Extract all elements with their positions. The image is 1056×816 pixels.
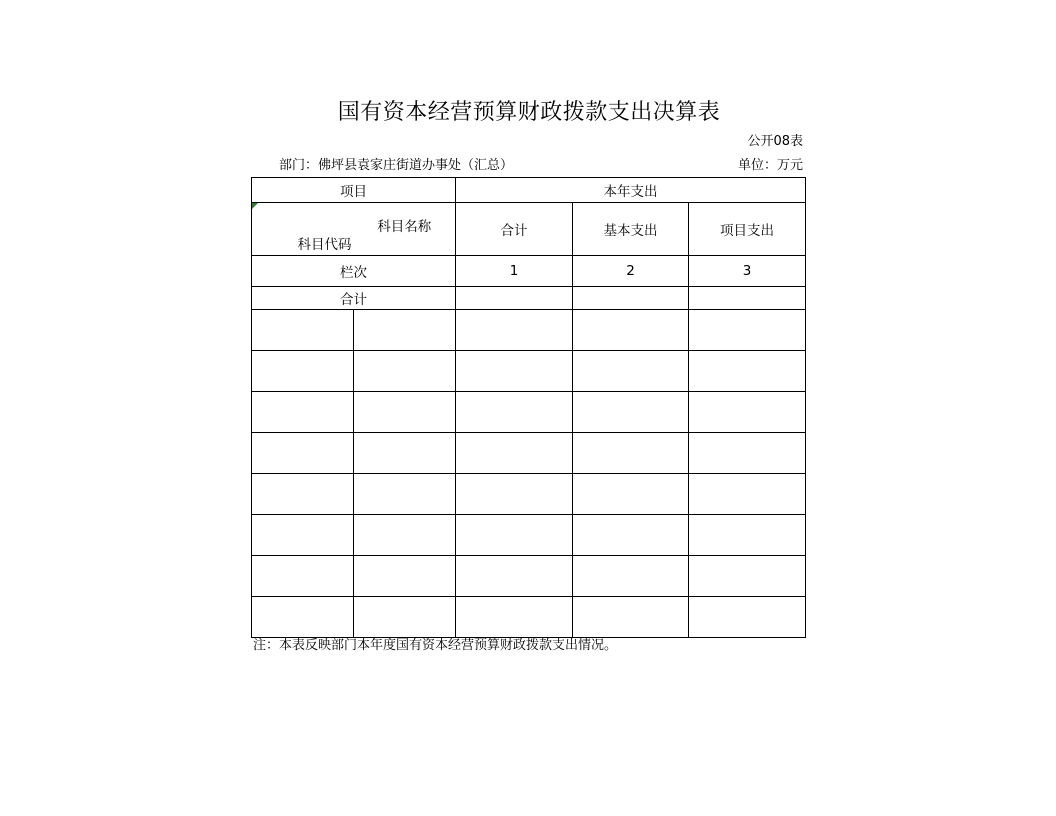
table-row [252,556,806,597]
col-code-header [252,203,354,256]
column-index-2: 2 [573,256,689,287]
cell-code [252,433,354,474]
cell-code [252,515,354,556]
cell-project [689,433,806,474]
cell-project [689,515,806,556]
cell-basic [573,597,689,638]
total-label: 合计 [252,287,456,310]
page-title: 国有资本经营预算财政拨款支出决算表 [337,100,721,125]
cell-total [456,597,573,638]
cell-name [354,597,456,638]
column-index-row [252,256,806,287]
cell-basic [573,474,689,515]
header-current-year: 本年支出 [456,178,806,203]
cell-name [354,351,456,392]
cell-project [689,556,806,597]
header-item: 项目 [252,178,456,203]
cell-code [252,310,354,351]
cell-basic [573,515,689,556]
cell-total [456,474,573,515]
cell-name [354,392,456,433]
cell-total [456,351,573,392]
subheader-row [252,203,806,256]
table-row [252,474,806,515]
col-code-label: 科目代码 [297,237,352,253]
cell-code [252,351,354,392]
table-row [252,351,806,392]
cell-project [689,392,806,433]
cell-total [456,515,573,556]
table-row [252,515,806,556]
cell-basic [573,310,689,351]
cell-basic [573,556,689,597]
table-row [252,433,806,474]
cell-total [456,392,573,433]
column-index-3: 3 [689,256,806,287]
cell-basic [573,433,689,474]
cell-name [354,515,456,556]
cell-basic [573,392,689,433]
cell-project [689,474,806,515]
cell-comment-marker [252,203,258,209]
cell-name [354,556,456,597]
total-value-total [456,287,573,310]
cell-total [456,310,573,351]
cell-code [252,474,354,515]
footnote: 注：本表反映部门本年度国有资本经营预算财政拨款支出情况。 [253,638,618,653]
cell-name [354,474,456,515]
total-value-basic [573,287,689,310]
col-project-header: 项目支出 [689,203,806,256]
cell-code [252,597,354,638]
table-row [252,310,806,351]
total-row [252,287,806,310]
column-index-1: 1 [456,256,573,287]
cell-project [689,310,806,351]
cell-name [354,433,456,474]
cell-total [456,433,573,474]
cell-code [252,392,354,433]
form-number: 公开08表 [747,134,803,149]
cell-basic [573,351,689,392]
unit-label: 单位：万元 [737,158,803,173]
table-row [252,597,806,638]
cell-project [689,597,806,638]
col-total-header: 合计 [456,203,573,256]
total-value-project [689,287,806,310]
header-row [252,178,806,203]
cell-total [456,556,573,597]
col-name-header: 科目名称 [354,203,456,256]
table-row [252,392,806,433]
cell-name [354,310,456,351]
col-basic-header: 基本支出 [573,203,689,256]
department-label: 部门：佛坪县袁家庄街道办事处（汇总） [279,158,514,173]
cell-project [689,351,806,392]
expenditure-table [251,177,806,638]
cell-code [252,556,354,597]
column-index-label: 栏次 [252,256,456,287]
